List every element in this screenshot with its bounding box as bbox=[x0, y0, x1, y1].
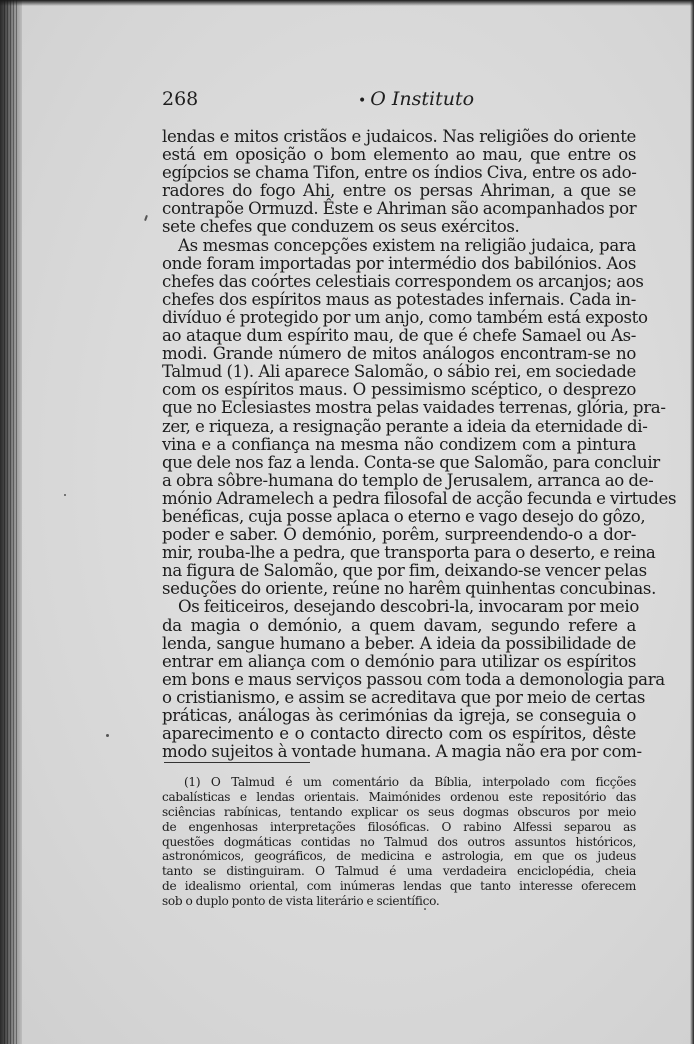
text-line: lenda, sangue humano a beber. A ideia da possibilidade de bbox=[162, 633, 636, 653]
text-line: vina e a confiança na mesma não condizem com a pintura bbox=[162, 434, 636, 454]
ink-speck bbox=[144, 215, 148, 221]
footnote-line: sciências rabínicas, tentando explicar os seus dogmas obscuros por meio bbox=[162, 804, 636, 819]
text-line: modo sujeitos à vontade humana. A magia não era por com- bbox=[162, 742, 642, 762]
text-line: contrapõe Ormuzd. Êste e Ahriman são acompanhados por bbox=[162, 199, 637, 219]
body-text bbox=[162, 127, 677, 762]
text-line: da magia o demónio, a quem davam, segundo refere a bbox=[162, 615, 636, 635]
text-line: mónio Adramelech a pedra filosofal de acção fecunda e virtudes bbox=[162, 488, 677, 508]
ink-speck bbox=[64, 494, 66, 496]
footnote-line: tanto se distinguiram. O Talmud é uma verdadeira enciclopédia, cheia bbox=[162, 864, 636, 879]
paragraph-start-line: Os feiticeiros, desejando descobri-la, invocaram por meio bbox=[178, 597, 639, 617]
text-line: modi. Grande número de mitos análogos encontram-se no bbox=[162, 344, 636, 364]
page-stack-edge bbox=[4, 0, 18, 1044]
text-line: entrar em aliança com o demónio para utilizar os espíritos bbox=[162, 651, 636, 671]
text-line: egípcios se chama Tifon, entre os índios Civa, entre os ado- bbox=[162, 163, 637, 183]
text-line: práticas, análogas às cerimónias da igreja, se conseguia o bbox=[162, 706, 636, 725]
ink-speck bbox=[424, 908, 426, 910]
ink-speck bbox=[106, 734, 109, 737]
footnote-line: (1) O Talmud é um comentário da Bíblia, interpolado com ficções bbox=[184, 775, 636, 789]
text-line: ao ataque dum espírito mau, de que é chefe Samael ou As- bbox=[162, 326, 636, 346]
footnote-line: de idealismo oriental, com inúmeras lendas que tanto interesse oferecem bbox=[162, 879, 636, 894]
text-line: sete chefes que conduzem os seus exércitos. bbox=[162, 217, 520, 237]
text-line: aparecimento e o contacto directo com os espíritos, dêste bbox=[162, 724, 636, 744]
book-spine bbox=[0, 0, 22, 1044]
footnote-line: de engenhosas interpretações filosóficas. O rabino Alfessi separou as bbox=[162, 819, 636, 834]
text-line: onde foram importadas por intermédio dos babilónios. Aos bbox=[162, 253, 636, 273]
text-line: que no Eclesiastes mostra pelas vaidades terrenas, glória, pra- bbox=[162, 398, 666, 418]
footnote-line: astronómicos, geográficos, de medicina e astrologia, em que os judeus bbox=[162, 849, 636, 864]
page-number: 268 bbox=[162, 88, 199, 110]
footnote-line: sob o duplo ponto de vista literário e scientífico. bbox=[162, 894, 440, 909]
text-line: o cristianismo, e assim se acreditava que por meio de certas bbox=[162, 687, 646, 707]
text-line: poder e saber. O demónio, porêm, surpreendendo-o a dor- bbox=[162, 525, 636, 545]
text-line: divíduo é protegido por um anjo, como também está exposto bbox=[162, 307, 648, 327]
header-separator: • bbox=[358, 93, 367, 109]
text-line: na figura de Salomão, que por fim, deixando-se vencer pelas bbox=[162, 561, 647, 581]
footnote-line: cabalísticas e lendas orientais. Maimónides ordenou este repositório das bbox=[162, 789, 636, 804]
scan-top-edge bbox=[0, 0, 694, 6]
text-line: mir, rouba-lhe a pedra, que transporta para o deserto, e reina bbox=[162, 543, 656, 563]
text-line: radores do fogo Ahi, entre os persas Ahriman, a que se bbox=[162, 181, 636, 201]
running-header bbox=[162, 88, 636, 112]
text-line: chefes das coórtes celestiais correspondem os arcanjos; aos bbox=[162, 271, 644, 291]
scan-right-edge bbox=[690, 0, 694, 1044]
running-title bbox=[358, 88, 474, 110]
paragraph-start-line: As mesmas concepções existem na religião judaica, para bbox=[178, 235, 636, 255]
text-line: Talmud (1). Ali aparece Salomão, o sábio rei, em sociedade bbox=[162, 362, 636, 382]
text-line: com os espíritos maus. O pessimismo scéptico, o desprezo bbox=[162, 380, 636, 400]
text-line: em bons e maus serviços passou com toda a demonologia para bbox=[162, 669, 665, 689]
text-line: benéficas, cuja posse aplaca o eterno e vago desejo do gôzo, bbox=[162, 506, 646, 526]
footnote-divider bbox=[164, 762, 310, 763]
text-line: lendas e mitos cristãos e judaicos. Nas religiões do oriente bbox=[162, 127, 636, 146]
text-line: que dele nos faz a lenda. Conta-se que Salomão, para concluir bbox=[162, 452, 660, 472]
text-line: a obra sôbre-humana do templo de Jerusalem, arranca ao de- bbox=[162, 470, 654, 490]
text-line: zer, e riqueza, a resignação perante a ideia da eternidade di- bbox=[162, 416, 648, 436]
text-line: chefes dos espíritos maus as potestades infernais. Cada in- bbox=[162, 289, 636, 309]
text-line: está em oposição o bom elemento ao mau, que entre os bbox=[162, 145, 636, 165]
footnote-line: questões dogmáticas contidas no Talmud dos outros assuntos históricos, bbox=[162, 834, 636, 849]
text-line: seduções do oriente, reúne no harêm quinhentas concubinas. bbox=[162, 579, 657, 599]
footnote bbox=[162, 775, 636, 909]
running-title-text: O Instituto bbox=[370, 88, 475, 110]
